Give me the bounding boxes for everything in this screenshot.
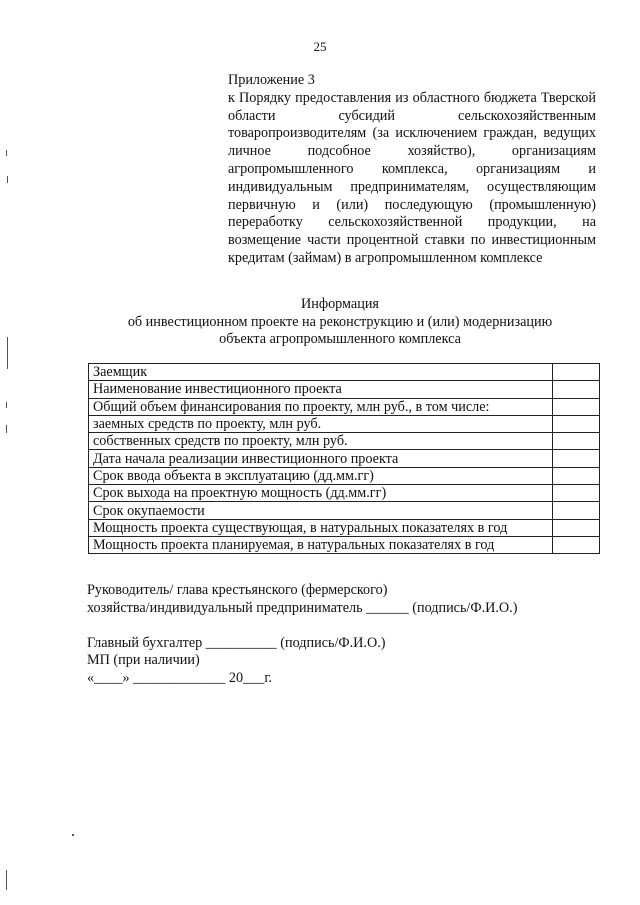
scan-mark bbox=[6, 870, 7, 890]
table-row bbox=[89, 381, 600, 398]
table-row bbox=[89, 364, 600, 381]
table-row-value[interactable] bbox=[553, 364, 600, 381]
table-row-label: собственных средств по проекту, млн руб. bbox=[89, 433, 553, 450]
table-row-label: Срок ввода объекта в эксплуатацию (дд.мм.гг) bbox=[89, 467, 553, 484]
table-row-label: Наименование инвестиционного проекта bbox=[89, 381, 553, 398]
signature-block bbox=[87, 582, 587, 688]
scan-mark bbox=[6, 150, 7, 156]
table-row-value[interactable] bbox=[553, 433, 600, 450]
appendix-text: к Порядку предоставления из областного бюджета Тверской области субсидий сельскохозяйственным товаропроизводителям (за исключением граждан, ведущих личное подсобное хозяйство), организациям агропромышленного комплекса, организациям и индивидуальным предпринимателям, осуществляющим первичную и (или) последующую (промышленную) переработку сельскохозяйственной продукции, на возмещение части процентной ставки по инвестиционным кредитам (займам) в агропромышленном комплексе bbox=[228, 89, 596, 266]
appendix-header bbox=[228, 72, 596, 268]
head-signature-line-2: хозяйства/индивидуальный предприниматель ______ (подпись/Ф.И.О.) bbox=[87, 599, 518, 616]
table-row-value[interactable] bbox=[553, 519, 600, 536]
table-row-value[interactable] bbox=[553, 398, 600, 415]
table-row-label: заемных средств по проекту, млн руб. bbox=[89, 415, 553, 432]
table-row-value[interactable] bbox=[553, 450, 600, 467]
table-row bbox=[89, 536, 600, 553]
table-row-value[interactable] bbox=[553, 485, 600, 502]
table-row bbox=[89, 519, 600, 536]
stamp-line: МП (при наличии) bbox=[87, 652, 200, 669]
table-row-label: Дата начала реализации инвестиционного проекта bbox=[89, 450, 553, 467]
table-row-label: Мощность проекта существующая, в натуральных показателях в год bbox=[89, 519, 553, 536]
spacer bbox=[87, 618, 587, 635]
table-row-value[interactable] bbox=[553, 502, 600, 519]
table-row-label: Мощность проекта планируемая, в натуральных показателях в год bbox=[89, 536, 553, 553]
project-info-table bbox=[88, 363, 600, 554]
scan-mark bbox=[6, 402, 7, 408]
scan-mark bbox=[6, 425, 7, 433]
table-row bbox=[89, 398, 600, 415]
page-number: 25 bbox=[313, 39, 327, 54]
table-row bbox=[89, 467, 600, 484]
table-row-label: Заемщик bbox=[89, 364, 553, 381]
accountant-signature-line: Главный бухгалтер __________ (подпись/Ф.И.О.) bbox=[87, 634, 386, 651]
scan-mark bbox=[7, 176, 8, 183]
scan-mark bbox=[7, 337, 8, 369]
table-row bbox=[89, 502, 600, 519]
table-row bbox=[89, 433, 600, 450]
table-row-label: Срок выхода на проектную мощность (дд.мм.гг) bbox=[89, 485, 553, 502]
document-title-line-3: объекта агропромышленного комплекса bbox=[219, 331, 461, 347]
date-line: «____» _____________ 20___г. bbox=[87, 670, 273, 687]
table-row-value[interactable] bbox=[553, 381, 600, 398]
table-row-label: Срок окупаемости bbox=[89, 502, 553, 519]
table-row bbox=[89, 415, 600, 432]
table-row bbox=[89, 450, 600, 467]
table-row-value[interactable] bbox=[553, 467, 600, 484]
appendix-title: Приложение 3 bbox=[228, 72, 315, 88]
scan-mark bbox=[72, 834, 74, 836]
document-title bbox=[0, 296, 640, 349]
table-row-label: Общий объем финансирования по проекту, млн руб., в том числе: bbox=[89, 398, 553, 415]
head-signature-line-1: Руководитель/ глава крестьянского (фермерского) bbox=[87, 582, 388, 598]
table-row-value[interactable] bbox=[553, 536, 600, 553]
document-title-line-2: об инвестиционном проекте на реконструкцию и (или) модернизацию bbox=[127, 313, 553, 330]
table-row bbox=[89, 485, 600, 502]
table-row-value[interactable] bbox=[553, 415, 600, 432]
document-title-line-1: Информация bbox=[301, 296, 379, 312]
